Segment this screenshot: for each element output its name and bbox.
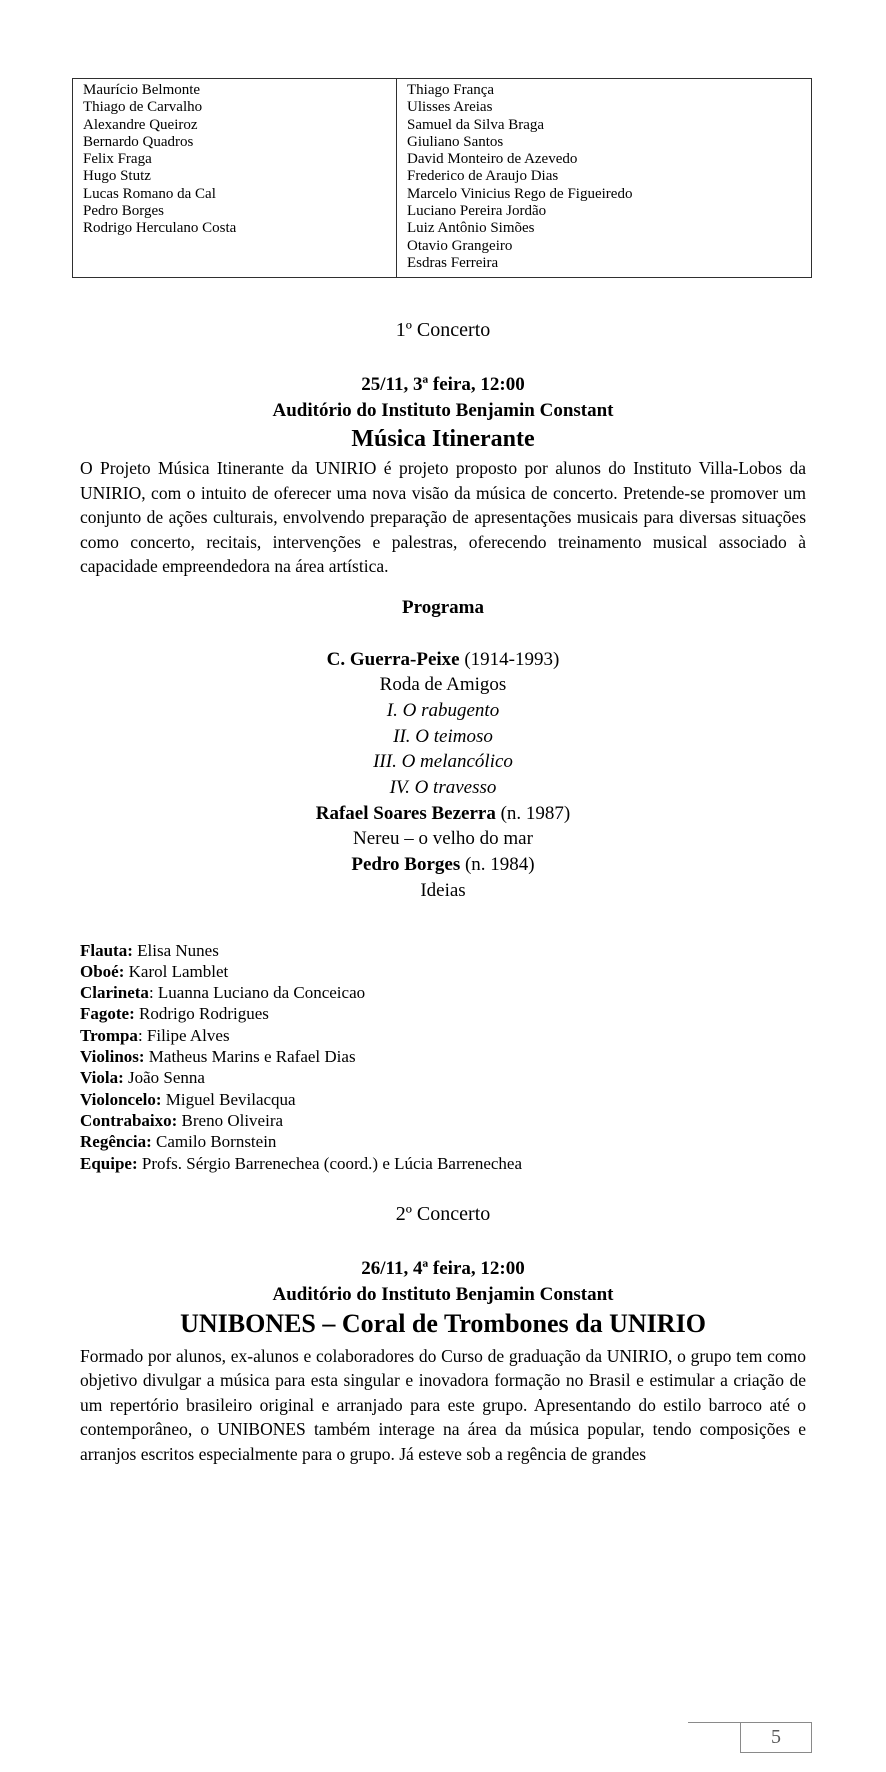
performer-line	[80, 982, 806, 1003]
roster-name: Rodrigo Herculano Costa	[83, 220, 237, 237]
program-line	[80, 852, 806, 878]
performer-label: Flauta:	[80, 940, 133, 960]
performer-list	[80, 940, 806, 1174]
program-line: Roda de Amigos	[379, 674, 507, 696]
roster-name: Alexandre Queiroz	[83, 116, 198, 133]
performer-value: : Luanna Luciano da Conceicao	[148, 983, 366, 1003]
roster-name: Hugo Stutz	[83, 168, 151, 185]
concert1-event-title: Música Itinerante	[351, 426, 535, 452]
performer-line	[80, 1046, 806, 1067]
performer-value: Elisa Nunes	[132, 940, 219, 960]
performer-value: Karol Lamblet	[124, 961, 229, 981]
roster-left-cell	[73, 79, 397, 277]
page-number-box	[740, 1723, 812, 1753]
concert1-description: O Projeto Música Itinerante da UNIRIO é projeto proposto por alunos do Instituto Villa-Lobos da UNIRIO, com o intuito de oferecer uma nova visão da música de concerto. Pretende-se promover um conjunto de ações culturais, envolvendo preparação de apresentações musicais para diversas situações como concerto, recitais, intervenções e palestras, oferecendo treinamento musical associado à capacidade empreendedora na área artística.	[80, 458, 806, 576]
performer-value: Rodrigo Rodrigues	[134, 1004, 269, 1024]
performer-label: Violoncelo:	[80, 1089, 162, 1109]
performer-line	[80, 961, 806, 982]
program-line: III. O melancólico	[373, 751, 513, 773]
roster-name: Frederico de Araujo Dias	[407, 168, 559, 185]
roster-right-cell	[397, 79, 811, 277]
performer-value: Profs. Sérgio Barrenechea (coord.) e Lúcia Barrenechea	[137, 1153, 522, 1173]
roster-name: Maurício Belmonte	[83, 82, 201, 98]
roster-name: Felix Fraga	[83, 151, 152, 168]
program-line	[80, 801, 806, 827]
performer-value: Matheus Marins e Rafael Dias	[144, 1047, 356, 1067]
performer-line	[80, 940, 806, 961]
performer-line	[80, 1003, 806, 1024]
performer-value: Camilo Bornstein	[151, 1132, 277, 1152]
program-list	[80, 647, 806, 904]
roster-name: Samuel da Silva Braga	[407, 116, 545, 133]
page-number: 5	[771, 1726, 781, 1748]
performer-line	[80, 1089, 806, 1110]
composer-dates: (1914-1993)	[459, 648, 560, 670]
composer-dates: (n. 1984)	[460, 854, 535, 876]
performer-label: Contrabaixo:	[80, 1110, 178, 1130]
concert1-venue: Auditório do Instituto Benjamin Constant	[272, 400, 614, 421]
performer-label: Viola:	[80, 1068, 124, 1088]
performer-value: Breno Oliveira	[177, 1110, 284, 1130]
roster-name: Luciano Pereira Jordão	[407, 203, 547, 220]
roster-name: Thiago de Carvalho	[83, 99, 203, 116]
composer-name: Rafael Soares Bezerra	[315, 802, 496, 824]
performer-label: Violinos:	[80, 1047, 145, 1067]
program-line: I. O rabugento	[386, 699, 500, 721]
composer-name: Pedro Borges	[351, 854, 461, 876]
performer-label: Clarineta	[80, 983, 149, 1003]
roster-name: Thiago França	[407, 82, 495, 98]
concert2-description: Formado por alunos, ex-alunos e colaboradores do Curso de graduação da UNIRIO, o grupo tem como objetivo divulgar a música para esta singular e inovadora formação no Brasil e estimular a criação de um repertório brasileiro original e arranjado para este grupo. Apresentando do estilo barroco até o contemporâneo, o UNIBONES também interage na área da música popular, tendo composições e arranjos escritos especialmente para o grupo. Já esteve sob a regência de grandes	[80, 1345, 806, 1464]
performer-label: Equipe:	[80, 1153, 138, 1173]
roster-name: Giuliano Santos	[407, 133, 504, 150]
concert2-section-title: 2º Concerto	[395, 1202, 491, 1225]
concert1-datetime: 25/11, 3ª feira, 12:00	[361, 374, 525, 395]
performer-line	[80, 1025, 806, 1046]
roster-name: Marcelo Vinicius Rego de Figueiredo	[407, 185, 633, 202]
concert2-venue: Auditório do Instituto Benjamin Constant	[272, 1283, 614, 1305]
performer-label: Fagote:	[80, 1004, 135, 1024]
concert2-datetime: 26/11, 4ª feira, 12:00	[361, 1257, 525, 1279]
roster-name: Bernardo Quadros	[83, 133, 194, 150]
concert1-section-title: 1º Concerto	[395, 319, 491, 341]
roster-name: David Monteiro de Azevedo	[407, 151, 578, 168]
performer-line	[80, 1131, 806, 1152]
performer-label: Oboé:	[80, 961, 125, 981]
roster-name: Pedro Borges	[83, 203, 164, 220]
roster-name: Luiz Antônio Simões	[407, 220, 535, 237]
roster-table	[72, 78, 812, 278]
performer-line	[80, 1110, 806, 1131]
performer-line	[80, 1153, 806, 1174]
program-line: Ideias	[420, 879, 466, 901]
program-line: Nereu – o velho do mar	[353, 828, 533, 850]
roster-name: Otavio Grangeiro	[407, 237, 513, 254]
performer-line	[80, 1067, 806, 1088]
performer-label: Regência:	[80, 1132, 152, 1152]
program-line: IV. O travesso	[389, 777, 497, 799]
roster-name: Lucas Romano da Cal	[83, 185, 216, 202]
page-footer	[688, 1722, 812, 1753]
performer-value: : Filipe Alves	[137, 1025, 230, 1045]
composer-name: C. Guerra-Peixe	[326, 648, 460, 670]
program-heading: Programa	[402, 596, 484, 618]
concert2-event-title: UNIBONES – Coral de Trombones da UNIRIO	[180, 1308, 706, 1338]
program-line: II. O teimoso	[393, 725, 493, 747]
program-line	[80, 647, 806, 673]
roster-name: Esdras Ferreira	[407, 254, 499, 271]
performer-value: João Senna	[123, 1068, 205, 1088]
main-content	[80, 300, 806, 1466]
performer-value: Miguel Bevilacqua	[161, 1089, 296, 1109]
performer-label: Trompa	[80, 1025, 138, 1045]
roster-name: Ulisses Areias	[407, 99, 493, 116]
composer-dates: (n. 1987)	[495, 802, 571, 824]
